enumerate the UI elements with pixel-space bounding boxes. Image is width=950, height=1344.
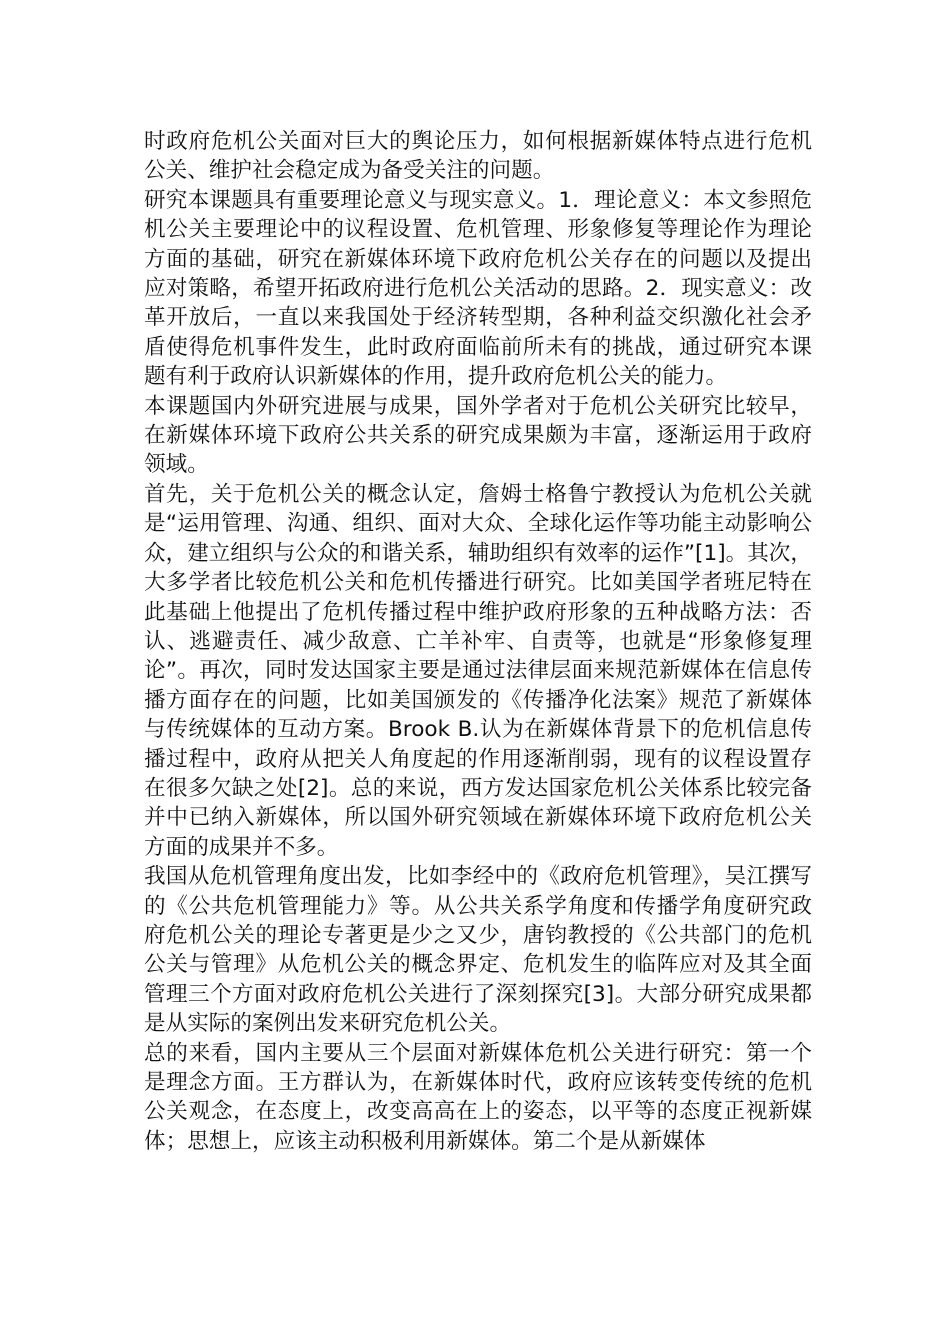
paragraph-three-levels: 总的来看，国内主要从三个层面对新媒体危机公关进行研究：第一个是理念方面。王方群认为，在新媒体时代，政府应该转变传统的危机公关观念，在态度上，改变高高在上的姿态，以平等的态度正视新媒体；思想上，应该主动积极利用新媒体。第二个是从新媒体 (144, 1040, 812, 1154)
paragraph-research-significance: 研究本课题具有重要理论意义与现实意义。1．理论意义：本文参照危机公关主要理论中的议程设置、危机管理、形象修复等理论作为理论方面的基础，研究在新媒体环境下政府危机公关存在的问题以及提出应对策略，希望开拓政府进行危机公关活动的思路。2．现实意义：改革开放后，一直以来我国处于经济转型期，各种利益交织激化社会矛盾使得危机事件发生，此时政府面临前所未有的挑战，通过研究本课题有利于政府认识新媒体的作用，提升政府危机公关的能力。 (144, 187, 812, 390)
paragraph-crisis-pressure: 时政府危机公关面对巨大的舆论压力，如何根据新媒体特点进行危机公关、维护社会稳定成为备受关注的问题。 (144, 129, 812, 184)
paragraph-foreign-research: 首先，关于危机公关的概念认定，詹姆士格鲁宁教授认为危机公关就是“运用管理、沟通、组织、面对大众、全球化运作等功能主动影响公众，建立组织与公众的和谐关系，辅助组织有效率的运作”[1]。其次，大多学者比较危机公关和危机传播进行研究。比如美国学者班尼特在此基础上他提出了危机传播过程中维护政府形象的五种战略方法：否认、逃避责任、减少敌意、亡羊补牢、自责等，也就是“形象修复理论”。再次，同时发达国家主要是通过法律层面来规范新媒体在信息传播方面存在的问题，比如美国颁发的《传播净化法案》规范了新媒体与传统媒体的互动方案。Brook B.认为在新媒体背景下的危机信息传播过程中，政府从把关人角度起的作用逐渐削弱，现有的议程设置存在很多欠缺之处[2]。总的来说，西方发达国家危机公关体系比较完备并中已纳入新媒体，所以国外研究领域在新媒体环境下政府危机公关方面的成果并不多。 (144, 481, 812, 860)
paragraph-research-progress: 本课题国内外研究进展与成果，国外学者对于危机公关研究比较早，在新媒体环境下政府公共关系的研究成果颇为丰富，逐渐运用于政府领域。 (144, 393, 812, 478)
paragraph-domestic-research: 我国从危机管理角度出发，比如李经中的《政府危机管理》，吴江撰写的《公共危机管理能力》等。从公共关系学角度和传播学角度研究政府危机公关的理论专著更是少之又少，唐钧教授的《公共部门的危机公关与管理》从危机公关的概念界定、危机发生的临阵应对及其全面管理三个方面对政府危机公关进行了深刻探究[3]。大部分研究成果都是从实际的案例出发来研究危机公关。 (144, 864, 812, 1037)
body-text (144, 127, 812, 1156)
